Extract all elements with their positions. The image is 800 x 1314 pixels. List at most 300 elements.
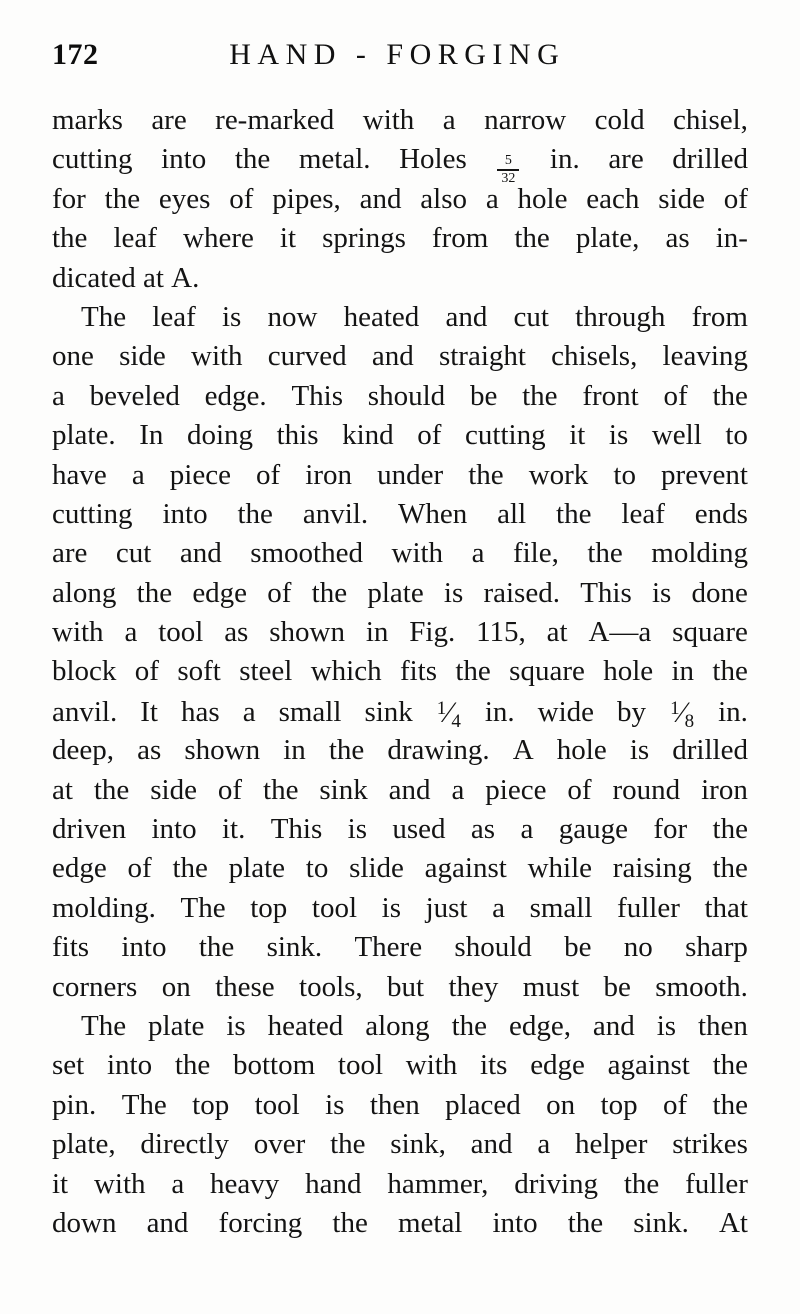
- word: heated: [267, 1009, 344, 1042]
- word: the: [712, 655, 748, 688]
- word: in: [365, 616, 389, 649]
- word: leaf: [113, 222, 157, 255]
- word: no: [623, 931, 653, 964]
- word: the: [104, 182, 141, 215]
- word: it: [52, 1167, 69, 1200]
- word: from: [691, 300, 748, 333]
- text-line: [52, 971, 748, 1010]
- text-line: [52, 1128, 748, 1167]
- word: the: [136, 576, 173, 609]
- word: work: [528, 458, 589, 491]
- word: top: [600, 1088, 638, 1121]
- word: a: [537, 1128, 551, 1161]
- word: with: [391, 537, 444, 570]
- word: for: [653, 813, 688, 846]
- word: is: [347, 813, 367, 846]
- word: a: [471, 537, 485, 570]
- word: is: [629, 734, 650, 767]
- word: a: [442, 104, 456, 136]
- word: plate: [228, 852, 286, 885]
- word: be: [603, 970, 631, 1003]
- word: the: [172, 852, 208, 885]
- word: cold: [594, 104, 645, 136]
- word: in.: [718, 695, 748, 728]
- word: The: [180, 891, 226, 924]
- word: in.: [484, 695, 515, 728]
- word: and: [388, 773, 431, 806]
- word: hole: [603, 655, 654, 688]
- word: shown: [184, 734, 261, 767]
- diagonal-fraction: [436, 695, 461, 732]
- word: the: [198, 931, 235, 964]
- paragraph: [52, 1010, 748, 1246]
- text-line: [52, 1089, 748, 1128]
- text-line: [52, 931, 748, 970]
- word: into: [151, 813, 197, 846]
- word: used: [392, 813, 446, 846]
- word: on: [546, 1088, 576, 1121]
- word: the: [712, 813, 748, 846]
- word: sharp: [685, 931, 748, 964]
- word: leaf: [152, 300, 196, 333]
- word: fuller: [685, 1167, 748, 1200]
- word: plate.: [52, 419, 116, 452]
- word: this: [276, 419, 319, 452]
- word: is: [381, 891, 401, 924]
- word: against: [607, 1049, 690, 1082]
- body-text: [52, 104, 748, 1246]
- word: bottom: [232, 1049, 316, 1082]
- text-line: [52, 734, 748, 773]
- fraction-numerator: 1: [436, 697, 447, 719]
- word: kind: [342, 419, 394, 452]
- word: driven: [52, 813, 127, 846]
- word: then: [369, 1088, 420, 1121]
- word: in: [671, 655, 695, 688]
- word: anvil.: [302, 497, 369, 530]
- word: soft: [177, 655, 221, 688]
- word: and: [470, 1128, 513, 1161]
- word: the: [451, 1009, 488, 1042]
- word: of: [567, 773, 592, 806]
- text-line: [52, 1207, 748, 1246]
- word: the: [712, 1088, 748, 1121]
- word: is: [656, 1009, 677, 1042]
- word: where: [183, 222, 254, 255]
- word: Holes: [399, 143, 467, 176]
- word: the: [263, 773, 299, 806]
- word: which: [310, 655, 382, 688]
- word: they: [448, 970, 499, 1003]
- word: its: [480, 1049, 508, 1082]
- word: When: [397, 497, 468, 530]
- word: gauge: [558, 813, 628, 846]
- word: The: [81, 1009, 127, 1042]
- word: plate,: [52, 1128, 116, 1161]
- word: leaf: [621, 497, 665, 530]
- word: It: [140, 695, 158, 728]
- word: pipes,: [272, 182, 341, 215]
- word: 115,: [476, 616, 526, 649]
- word: be: [469, 379, 498, 412]
- text-line: [52, 577, 748, 616]
- word: are: [608, 143, 644, 176]
- word: along: [365, 1009, 430, 1042]
- word: is: [443, 576, 464, 609]
- word: is: [651, 576, 672, 609]
- word: then: [698, 1009, 748, 1042]
- word: cut: [513, 300, 549, 333]
- word: of: [723, 182, 748, 215]
- word: helper: [574, 1128, 648, 1161]
- fraction-numerator: 1: [670, 697, 680, 719]
- word: plate: [148, 1009, 205, 1042]
- word: A: [512, 734, 534, 767]
- fraction-solidus: ⁄: [446, 695, 452, 729]
- word: ends: [694, 497, 748, 530]
- word: for: [52, 182, 86, 215]
- word: one: [52, 340, 94, 373]
- word: small: [278, 695, 342, 728]
- word: the: [556, 497, 592, 530]
- word: smoothed: [250, 537, 363, 570]
- word: raised.: [483, 576, 560, 609]
- word: driving: [514, 1167, 599, 1200]
- word: into: [106, 1049, 153, 1082]
- stacked-fraction: [497, 154, 519, 186]
- word: of: [417, 419, 442, 452]
- diagonal-fraction: [670, 695, 695, 732]
- word: There: [354, 931, 423, 964]
- word: eyes: [158, 182, 211, 215]
- word: the: [468, 458, 504, 491]
- word: pin.: [52, 1088, 97, 1121]
- word: straight: [438, 340, 526, 373]
- word: cutting: [52, 143, 133, 176]
- word: the: [587, 537, 623, 570]
- word: a: [492, 891, 505, 924]
- word: the: [93, 773, 130, 806]
- word: side: [658, 182, 705, 215]
- word: the: [234, 143, 271, 176]
- word: cutting: [465, 419, 546, 452]
- text-line: [52, 262, 748, 301]
- word: A.: [171, 261, 200, 294]
- word: narrow: [484, 104, 567, 136]
- word: This: [270, 813, 323, 846]
- text-line: [52, 1010, 748, 1049]
- word: deep,: [52, 734, 114, 767]
- paragraph: [52, 301, 748, 1010]
- word: the: [514, 222, 550, 255]
- word: with: [191, 340, 243, 373]
- word: the: [52, 222, 88, 255]
- word: as: [224, 616, 249, 649]
- text-line: [52, 695, 748, 734]
- word: a: [131, 458, 145, 491]
- text-line: [52, 143, 748, 186]
- word: leaving: [662, 340, 748, 373]
- word: the: [330, 1128, 366, 1161]
- word: each: [586, 182, 640, 215]
- text-line: [52, 104, 748, 143]
- word: the: [311, 576, 348, 609]
- text-line: [52, 340, 748, 379]
- word: done: [691, 576, 748, 609]
- word: steel: [239, 655, 293, 688]
- word: with: [93, 1167, 146, 1200]
- word: by: [617, 695, 647, 728]
- word: the: [623, 1167, 660, 1200]
- word: sink: [364, 695, 413, 728]
- word: these: [215, 970, 275, 1003]
- word: the: [712, 379, 748, 412]
- word: block: [52, 655, 117, 688]
- word: curved: [267, 340, 347, 373]
- word: forcing: [218, 1206, 303, 1239]
- text-line: [52, 301, 748, 340]
- word: sink: [319, 773, 368, 806]
- word: shown: [269, 616, 345, 649]
- word: as: [137, 734, 162, 767]
- word-space: [136, 262, 143, 295]
- word: sink,: [390, 1128, 446, 1161]
- word: of: [663, 379, 688, 412]
- word: to: [305, 852, 329, 885]
- word: into: [162, 497, 208, 530]
- word: in: [283, 734, 306, 767]
- word: This: [580, 576, 632, 609]
- word: edge: [52, 852, 107, 885]
- word: now: [267, 300, 318, 333]
- running-head-title: HAND - FORGING: [229, 38, 566, 71]
- word: metal: [397, 1206, 463, 1239]
- word: all: [497, 497, 527, 530]
- word: is: [226, 1009, 246, 1042]
- word: molding.: [52, 891, 156, 924]
- word: top: [250, 891, 288, 924]
- word: re-marked: [215, 104, 335, 136]
- word: Fig.: [409, 616, 456, 649]
- word: file,: [512, 537, 559, 570]
- word: drilled: [672, 734, 748, 767]
- word: dicated: [52, 261, 136, 294]
- text-line: [52, 183, 748, 222]
- word: set: [52, 1049, 85, 1082]
- word: that: [704, 891, 748, 924]
- word: side: [150, 773, 197, 806]
- word: plate: [367, 576, 424, 609]
- word: The: [121, 1088, 167, 1121]
- word: sink.: [266, 931, 323, 964]
- word: fits: [52, 931, 90, 964]
- word: should: [454, 931, 532, 964]
- word: at: [142, 261, 164, 294]
- text-line: [52, 655, 748, 694]
- fraction-numerator: 5: [504, 153, 512, 169]
- word: slide: [349, 852, 404, 885]
- word: as: [470, 813, 496, 846]
- word: the: [712, 852, 748, 885]
- word: smooth.: [655, 970, 748, 1003]
- word: through: [575, 300, 666, 333]
- word: a: [171, 1167, 185, 1200]
- word: tools,: [299, 970, 363, 1003]
- text-line: [52, 380, 748, 419]
- word: a: [242, 695, 256, 728]
- word: and: [146, 1206, 189, 1239]
- word: the: [237, 497, 273, 530]
- word: down: [52, 1206, 117, 1239]
- word: In: [139, 419, 164, 452]
- text-line: [52, 892, 748, 931]
- word: strikes: [672, 1128, 748, 1161]
- word: edge.: [204, 379, 267, 412]
- page-number: 172: [52, 38, 99, 71]
- word: tool: [311, 891, 358, 924]
- word: in.: [549, 143, 580, 176]
- text-line: [52, 813, 748, 852]
- word: heated: [343, 300, 420, 333]
- word: beveled: [89, 379, 180, 412]
- word: directly: [140, 1128, 229, 1161]
- word: has: [181, 695, 220, 728]
- word: is: [221, 300, 242, 333]
- word: along: [52, 576, 117, 609]
- fraction-denominator: 8: [684, 710, 695, 732]
- text-line: [52, 1168, 748, 1207]
- word: also: [420, 182, 467, 215]
- paragraph: [52, 104, 748, 301]
- word: marks: [52, 104, 123, 136]
- word: the: [567, 1206, 604, 1239]
- word: piece: [169, 458, 231, 491]
- word: placed: [445, 1088, 521, 1121]
- word: chisels,: [551, 340, 638, 373]
- word: plate,: [575, 222, 640, 255]
- word: small: [529, 891, 593, 924]
- word: square: [509, 655, 585, 688]
- word: the: [522, 379, 558, 412]
- word: the: [455, 655, 491, 688]
- word: iron: [701, 773, 748, 806]
- word: should: [367, 379, 446, 412]
- word: the: [332, 1206, 368, 1239]
- word: corners: [52, 970, 138, 1003]
- word: front: [582, 379, 639, 412]
- fraction-denominator: 32: [501, 170, 516, 186]
- word: of: [134, 655, 159, 688]
- word: is: [325, 1088, 345, 1121]
- word: springs: [322, 222, 406, 255]
- word: are: [52, 537, 88, 570]
- word: from: [431, 222, 489, 255]
- word: on: [161, 970, 191, 1003]
- word: tool: [254, 1088, 300, 1121]
- word: raising: [612, 852, 692, 885]
- word: hand: [305, 1167, 362, 1200]
- word: hole: [517, 182, 568, 215]
- word: of: [217, 773, 243, 806]
- word: molding: [651, 537, 748, 570]
- word: round: [612, 773, 681, 806]
- word: a: [485, 182, 499, 215]
- word: and: [179, 537, 222, 570]
- word: with: [362, 104, 415, 136]
- word: edge: [530, 1049, 585, 1082]
- word: have: [52, 458, 107, 491]
- fraction-solidus: ⁄: [679, 695, 685, 729]
- word: is: [608, 419, 629, 452]
- running-head: [52, 38, 748, 78]
- word: cut: [115, 537, 152, 570]
- word: wide: [537, 695, 595, 728]
- word: to: [725, 419, 748, 452]
- word: A—a: [588, 616, 652, 649]
- word: heavy: [210, 1167, 280, 1200]
- word: tool: [158, 616, 204, 649]
- word: of: [662, 1088, 688, 1121]
- word: prevent: [661, 458, 748, 491]
- word: edge: [192, 576, 248, 609]
- word: of: [267, 576, 292, 609]
- word: fuller: [617, 891, 680, 924]
- word: chisel,: [673, 104, 748, 136]
- text-line: [52, 1049, 748, 1088]
- word: This: [291, 379, 343, 412]
- word: well: [651, 419, 702, 452]
- word: top: [192, 1088, 230, 1121]
- word: at: [52, 773, 73, 806]
- word: into: [492, 1206, 538, 1239]
- text-line: [52, 498, 748, 537]
- word: the: [712, 1049, 748, 1082]
- word: under: [377, 458, 444, 491]
- text-line: [52, 459, 748, 498]
- word: are: [151, 104, 187, 136]
- word: hammer,: [387, 1167, 489, 1200]
- word: but: [387, 970, 425, 1003]
- word: and: [371, 340, 414, 373]
- word: drilled: [672, 143, 748, 176]
- text-line: [52, 537, 748, 576]
- text-line: [52, 419, 748, 458]
- word: hole: [556, 734, 607, 767]
- word: a: [52, 379, 65, 412]
- fraction-denominator: 4: [451, 710, 461, 732]
- word: metal.: [298, 143, 371, 176]
- word: must: [522, 970, 580, 1003]
- word: doing: [186, 419, 254, 452]
- word: be: [564, 931, 592, 964]
- word: while: [527, 852, 593, 885]
- word: At: [718, 1206, 748, 1239]
- word-space: [164, 262, 171, 295]
- word: square: [672, 616, 748, 649]
- word: a: [124, 616, 138, 649]
- word: it: [569, 419, 586, 452]
- word: the: [328, 734, 365, 767]
- word: into: [161, 143, 207, 176]
- word: with: [405, 1049, 458, 1082]
- word: The: [81, 300, 127, 333]
- word: with: [52, 616, 104, 649]
- word: drawing.: [387, 734, 490, 767]
- word: it.: [221, 813, 246, 846]
- word: a: [520, 813, 534, 846]
- word: and: [592, 1009, 635, 1042]
- word: at: [546, 616, 568, 649]
